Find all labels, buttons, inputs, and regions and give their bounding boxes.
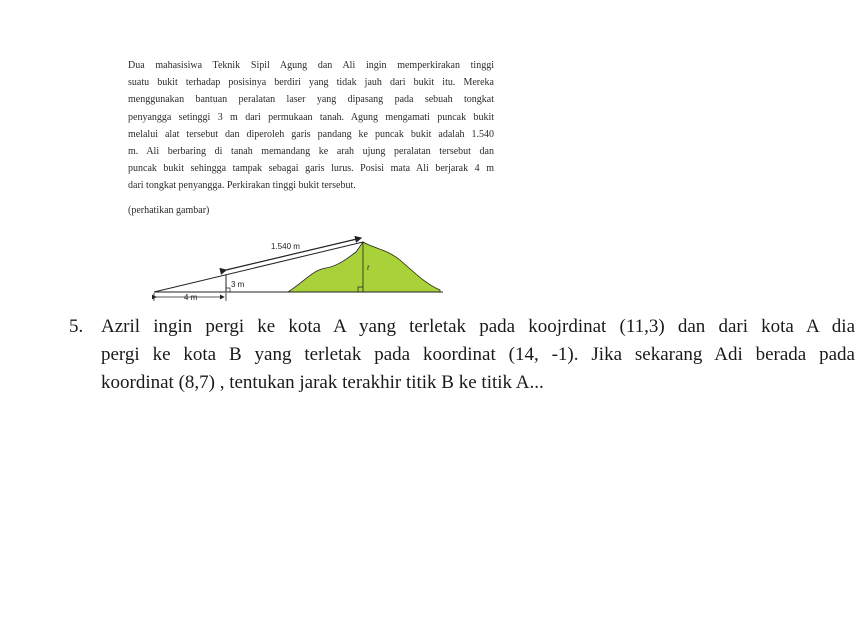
pole-right-angle <box>226 288 230 292</box>
hill-height-label: t <box>367 263 370 272</box>
problem-line: menggunakan bantuan peralatan laser yang dipasang pada sebuah tongkat <box>128 94 494 106</box>
figure-note: (perhatikan gambar) <box>128 205 210 216</box>
problem-line: melalui alat tersebut dan diperoleh garis pandang ke puncak bukit adalah 1.540 <box>128 128 494 140</box>
pole-height-label: 3 m <box>231 280 245 289</box>
problem-line: suatu bukit terhadap posisinya berdiri yang tidak jauh dari bukit itu. Mereka <box>128 77 494 89</box>
question-line: Azril ingin pergi ke kota A yang terletak pada koojrdinat (11,3) dan dari kota A dia <box>101 316 855 337</box>
problem-line: penyangga setinggi 3 m dari permukaan tanah. Agung mengamati puncak bukit <box>128 111 494 123</box>
problem-paragraph <box>128 57 494 195</box>
question-line: koordinat (8,7) , tentukan jarak terakhir titik B ke titik A... <box>101 372 544 393</box>
problem-line: Dua mahasisiwa Teknik Sipil Agung dan Ali ingin memperkirakan tinggi <box>128 60 494 71</box>
question-body <box>101 313 855 397</box>
hill-diagram-svg <box>148 230 448 310</box>
sightline-label: 1.540 m <box>271 242 300 251</box>
distance-label: 4 m <box>184 293 198 302</box>
hill-diagram <box>148 230 448 310</box>
problem-line: dari tongkat penyangga. Perkirakan tinggi bukit tersebut. <box>128 180 356 192</box>
question-line: pergi ke kota B yang terletak pada koordinat (14, -1). Jika sekarang Adi berada pada <box>101 344 855 365</box>
problem-line: puncak bukit sehingga tampak sebagai garis lurus. Posisi mata Ali berjarak 4 m <box>128 163 494 175</box>
question-number: 5. <box>69 316 84 337</box>
problem-line: m. Ali berbaring di tanah memandang ke arah ujung peralatan tersebut dan <box>128 146 494 158</box>
